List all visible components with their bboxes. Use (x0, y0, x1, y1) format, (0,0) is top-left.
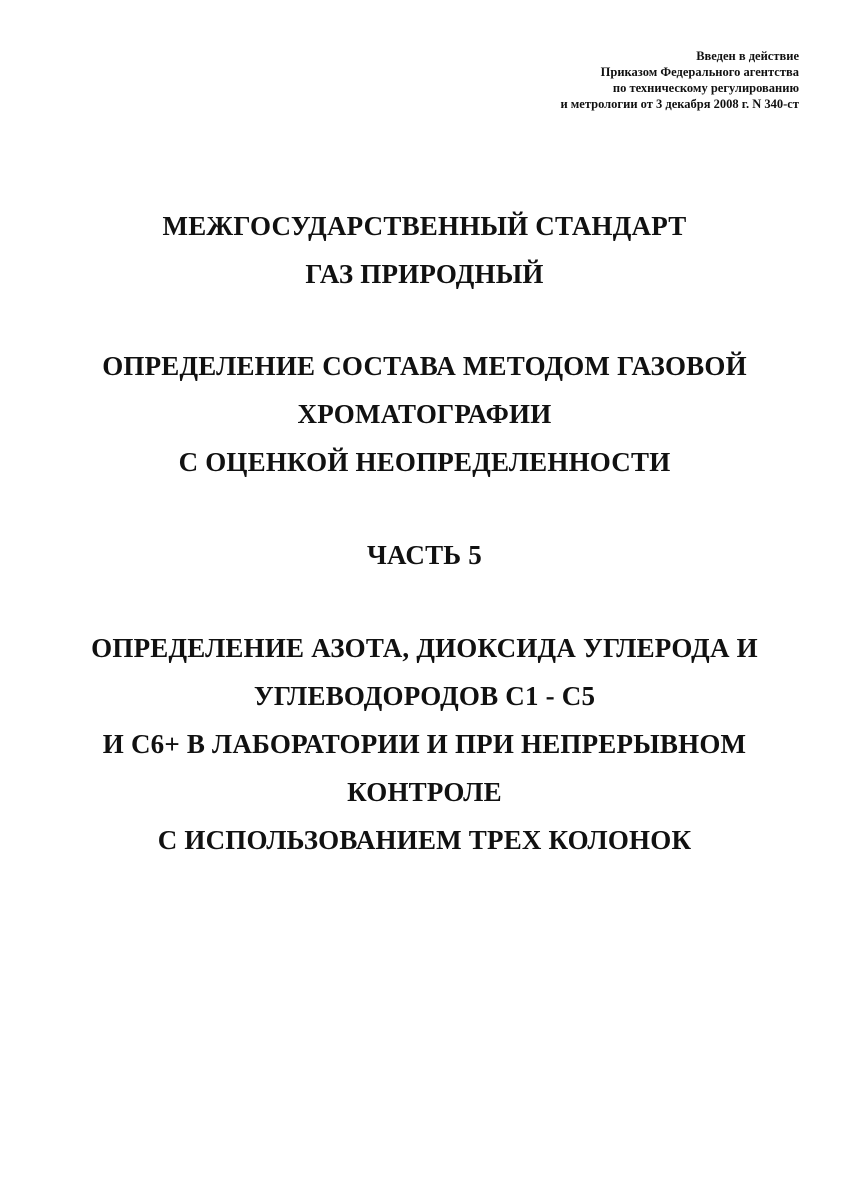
approval-line: Приказом Федерального агентства (600, 65, 799, 79)
subject-line: КОНТРОЛЕ (347, 777, 502, 807)
approval-line: Введен в действие (696, 49, 799, 63)
part-heading (0, 531, 849, 579)
method-line: С ОЦЕНКОЙ НЕОПРЕДЕЛЕННОСТИ (178, 447, 671, 477)
method-heading (0, 342, 849, 486)
part-label: ЧАСТЬ 5 (367, 540, 482, 570)
method-line: ОПРЕДЕЛЕНИЕ СОСТАВА МЕТОДОМ ГАЗОВОЙ (102, 351, 747, 381)
standard-type: МЕЖГОСУДАРСТВЕННЫЙ СТАНДАРТ (162, 211, 687, 241)
approval-line: и метрологии от 3 декабря 2008 г. N 340-ст (560, 97, 799, 111)
approval-note (479, 48, 799, 112)
subject-line: ОПРЕДЕЛЕНИЕ АЗОТА, ДИОКСИДА УГЛЕРОДА И (91, 633, 758, 663)
standard-heading (0, 202, 849, 298)
subject-heading (0, 624, 849, 864)
standard-subject: ГАЗ ПРИРОДНЫЙ (305, 259, 544, 289)
subject-line: С ИСПОЛЬЗОВАНИЕМ ТРЕХ КОЛОНОК (157, 825, 692, 855)
subject-line: УГЛЕВОДОРОДОВ С1 - С5 (253, 681, 596, 711)
subject-line: И С6+ В ЛАБОРАТОРИИ И ПРИ НЕПРЕРЫВНОМ (102, 729, 747, 759)
approval-line: по техническому регулированию (612, 81, 799, 95)
method-line: ХРОМАТОГРАФИИ (297, 399, 552, 429)
